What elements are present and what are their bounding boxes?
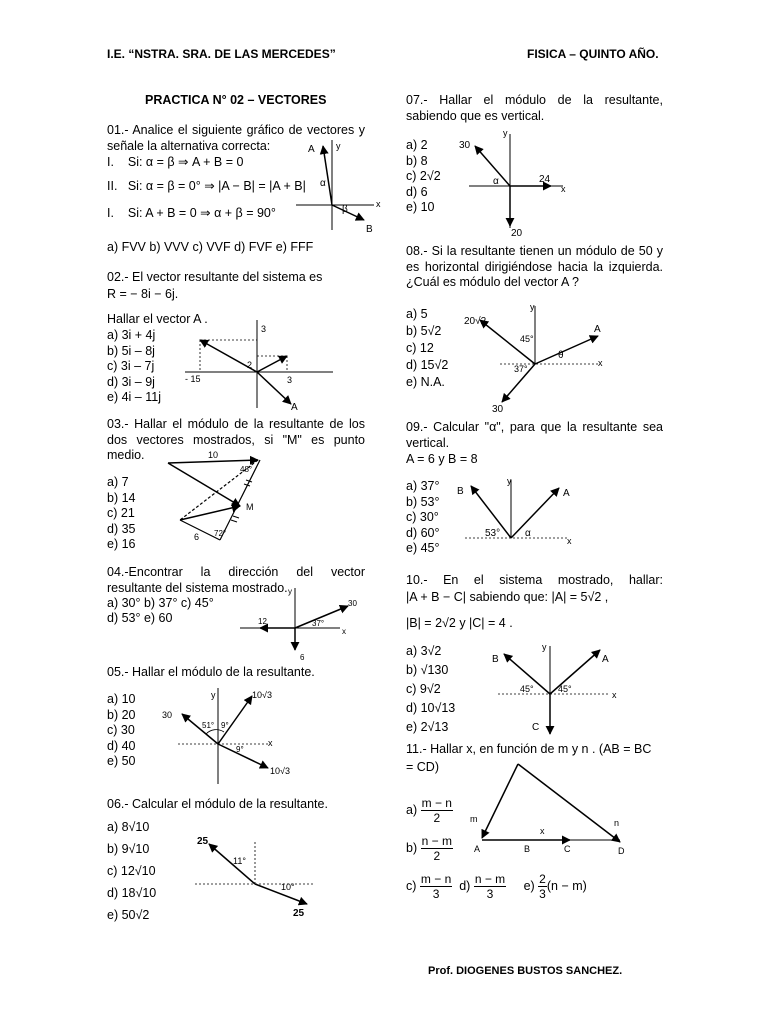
q08-option: e) N.A. (406, 375, 445, 389)
q11-d-den: 3 (486, 887, 494, 901)
q09-angle-53: 53° (485, 528, 501, 539)
q07-thirty-label: 30 (459, 140, 471, 151)
q10-options (406, 642, 455, 737)
q09-alpha-label: α (525, 528, 531, 539)
q02-tick-3: 3 (261, 324, 267, 334)
q03-angle-72: 72° (214, 529, 227, 538)
q11-b-label: b) (406, 840, 418, 855)
q01-statement-i (107, 155, 243, 171)
q11-point-a: A (474, 844, 481, 854)
q02-stem-2: R = − 8i − 6j. (107, 287, 179, 301)
q11-point-d: D (618, 846, 625, 856)
q10-option: a) 3√2 (406, 644, 442, 658)
q09-a-label: A (563, 488, 570, 499)
footer-teacher: Prof. DIOGENES BUSTOS SANCHEZ. (428, 965, 623, 977)
q11-m-label: m (470, 814, 478, 824)
q02-a-label: A (291, 402, 298, 413)
q08-stem: 08.- Si la resultante tienen un módulo de 50 y es horizontal dirigiéndose hacia la izquierda. ¿Cuál es módulo del vector A ? (406, 244, 663, 289)
q10-c-label: C (532, 722, 540, 733)
q05-y-label: y (211, 690, 216, 700)
q05-angle-51: 51° (202, 721, 215, 730)
q09-y-label: y (507, 476, 512, 486)
q05-option: a) 10 (107, 692, 136, 706)
q11-option-a (406, 796, 453, 825)
q05-figure (158, 686, 288, 786)
q10-x-label: x (612, 690, 617, 700)
q05-vec-bottom-label: 10√3 (270, 766, 290, 776)
q08-options (406, 306, 448, 391)
q09-option: b) 53° (406, 494, 440, 509)
q08-vec-label: 20√2 (464, 316, 487, 327)
q11-a-den: 2 (433, 811, 441, 825)
q11-a-num: m − n (421, 796, 452, 810)
q09-option: e) 45° (406, 541, 440, 556)
q09-option: a) 37° (406, 479, 440, 493)
q04-x-label: x (342, 627, 346, 636)
q10-b-label: B (492, 654, 499, 665)
q03-option: b) 14 (107, 490, 136, 505)
q11-e-den: 3 (539, 887, 546, 901)
q03-figure (160, 448, 275, 548)
q11-b-den: 2 (433, 849, 441, 863)
q11-n-label: n (614, 818, 620, 828)
q07-alpha-label: α (493, 176, 499, 187)
q11-point-b: B (524, 844, 531, 854)
q08-angle-45: 45° (520, 334, 534, 344)
q08-theta-label: θ (558, 350, 564, 361)
q01-iii-label: I. (107, 206, 114, 220)
q07-option: d) 6 (406, 184, 428, 199)
q09-b-label: B (457, 486, 464, 497)
q04-figure (240, 588, 370, 663)
q07-v24-label: 24 (539, 174, 551, 185)
q10-option: d) 10√13 (406, 701, 456, 715)
q04-options-1: a) 30° b) 37° c) 45° (107, 596, 214, 610)
q07-option: b) 8 (406, 153, 428, 168)
q08-v30-label: 30 (492, 404, 504, 415)
q01-y-label: y (336, 141, 341, 151)
q05-option: e) 50 (107, 754, 136, 769)
q06-vec2-label: 25 (293, 908, 305, 919)
q03-ten-label: 10 (208, 450, 219, 460)
q02-option: d) 3i – 9j (107, 374, 155, 389)
q11-e-tail: (n − m) (546, 878, 587, 893)
q02-tick-2: 2 (247, 360, 253, 370)
school-name: I.E. “NSTRA. SRA. DE LAS MERCEDES” (107, 47, 336, 61)
page-title: PRACTICA N° 02 – VECTORES (145, 93, 327, 107)
q11-point-c: C (564, 844, 571, 854)
q02-tick-3b: 3 (287, 375, 293, 385)
q08-option: a) 5 (406, 307, 428, 321)
q03-option: e) 16 (107, 537, 136, 552)
q07-option: a) 2 (406, 138, 428, 152)
q11-x-label: x (540, 826, 545, 836)
q02-option: a) 3i + 4j (107, 328, 156, 342)
q10-option: b) √130 (406, 663, 449, 677)
q04-stem: 04.-Encontrar la dirección del vector resultante del sistema mostrado. (107, 565, 365, 595)
q07-v20-label: 20 (511, 228, 523, 239)
q09-option: c) 30° (406, 510, 439, 525)
q07-stem: 07.- Hallar el módulo de la resultante, sabiendo que es vertical. (406, 93, 663, 123)
q05-option: b) 20 (107, 707, 136, 722)
q02-option: b) 5i – 8j (107, 343, 155, 358)
q05-option: d) 40 (107, 738, 136, 753)
q09-x-label: x (567, 536, 572, 546)
course-name: FISICA – QUINTO AÑO. (527, 47, 659, 61)
q09-stem-2: A = 6 y B = 8 (406, 452, 478, 466)
q08-angle-37: 37° (514, 364, 528, 374)
q01-iii-text: Si: A + B = 0 ⇒ α + β = 90° (127, 206, 276, 220)
q10-y-label: y (542, 642, 547, 652)
q02-figure (185, 320, 335, 413)
q11-e-num: 2 (539, 872, 546, 886)
q11-option-cde (406, 872, 587, 901)
q09-figure (455, 476, 580, 551)
q10-figure (488, 640, 623, 740)
q01-figure (296, 140, 381, 235)
q05-thirty-label: 30 (162, 710, 173, 720)
q05-option: c) 30 (107, 723, 135, 738)
q08-a-label: A (594, 324, 601, 335)
q01-ii-label: II. (107, 179, 118, 193)
q04-y-label: y (288, 587, 292, 596)
q02-option: c) 3i – 7j (107, 359, 155, 374)
q10-option: c) 9√2 (406, 682, 441, 696)
q08-option: c) 12 (406, 341, 434, 355)
q01-i-label: I. (107, 155, 114, 169)
q08-x-label: x (598, 358, 603, 368)
q01-i-text: Si: α = β ⇒ A + B = 0 (127, 155, 244, 169)
q02-stem-3: Hallar el vector A . (107, 312, 208, 326)
q06-angle-11: 11° (233, 856, 246, 866)
q06-figure (195, 832, 325, 922)
q07-option: c) 2√2 (406, 169, 441, 184)
q04-six-label: 6 (300, 653, 305, 662)
q04-options-2: d) 53° e) 60 (107, 611, 173, 625)
q06-option: d) 18√10 (107, 886, 157, 900)
q06-option: a) 8√10 (107, 820, 150, 834)
q11-c-label: c) (406, 878, 417, 893)
q01-statement-iii (107, 206, 276, 222)
q06-option: c) 12√10 (107, 864, 156, 878)
q05-options (107, 692, 136, 770)
q03-options (107, 475, 136, 553)
q03-m-label: M (246, 502, 254, 512)
q03-option: d) 35 (107, 521, 136, 536)
q07-figure (455, 128, 575, 238)
q11-d-label: d) (459, 878, 471, 893)
q01-options: a) FVV b) VVV c) VVF d) FVF e) FFF (107, 240, 314, 254)
q10-stem-3: |B| = 2√2 y |C| = 4 . (406, 616, 513, 630)
q04-twelve-label: 12 (258, 617, 267, 626)
q10-angle-45-right: 45° (558, 684, 572, 694)
q01-ii-text: Si: α = β = 0° ⇒ |A − B| = |A + B| (127, 179, 306, 193)
q05-angle-9: 9° (221, 721, 229, 730)
q05-stem: 05.- Hallar el módulo de la resultante. (107, 665, 315, 679)
q11-c-fraction (420, 872, 452, 901)
q11-stem-2: = CD) (406, 760, 439, 774)
q02-stem-1: 02.- El vector resultante del sistema es (107, 270, 323, 284)
q11-a-fraction (421, 796, 453, 825)
q10-option: e) 2√13 (406, 720, 449, 734)
q11-stem-1: 11.- Hallar x, en función de m y n . (AB = BC (406, 742, 652, 756)
q01-statement-ii (107, 179, 306, 195)
q03-option: c) 21 (107, 506, 135, 521)
q04-angle-37: 37° (312, 619, 325, 628)
q03-option: a) 7 (107, 475, 129, 489)
q06-stem: 06.- Calcular el módulo de la resultante. (107, 797, 328, 811)
q09-stem-1: 09.- Calcular "α", para que la resultante sea vertical. (406, 420, 663, 450)
q07-y-label: y (503, 128, 508, 138)
q01-b-label: B (366, 224, 373, 235)
q06-angle-10: 10° (281, 882, 295, 892)
q11-a-label: a) (406, 802, 418, 817)
q11-e-fraction (538, 872, 547, 901)
q07-option: e) 10 (406, 200, 435, 215)
q06-vec1-label: 25 (197, 836, 209, 847)
q11-b-fraction (421, 834, 453, 863)
q11-d-fraction (474, 872, 506, 901)
q11-c-den: 3 (432, 887, 440, 901)
q01-beta-label: β (342, 204, 348, 215)
q09-option: d) 60° (406, 525, 440, 540)
q04-thirty-label: 30 (348, 599, 357, 608)
q11-b-num: n − m (421, 834, 452, 848)
q10-stem-1: 10.- En el sistema mostrado, hallar: (406, 573, 663, 587)
q08-y-label: y (530, 302, 535, 312)
q08-option: b) 5√2 (406, 324, 442, 338)
q11-d-num: n − m (474, 872, 506, 886)
q05-x-label: x (268, 738, 273, 748)
q03-stem: 03.- Hallar el módulo de la resultante de los dos vectores mostrados, si "M" es punto medio. (107, 417, 365, 462)
q10-a-label: A (602, 654, 609, 665)
q11-c-num: m − n (420, 872, 452, 886)
q07-options (406, 138, 441, 216)
q06-options (107, 816, 156, 926)
q08-figure (460, 300, 610, 415)
q01-alpha-label: α (320, 178, 326, 189)
q10-angle-45-left: 45° (520, 684, 534, 694)
q11-option-b (406, 834, 453, 863)
q11-e-label: e) (523, 878, 535, 893)
q02-tick-minus-15: - 15 (185, 374, 201, 384)
q01-stem: 01.- Analice el siguiente gráfico de vectores y señale la alternativa correcta: (107, 123, 365, 153)
q09-options (406, 479, 440, 557)
q01-a-label: A (308, 144, 315, 155)
q11-figure (470, 760, 635, 855)
q06-option: e) 50√2 (107, 908, 150, 922)
q08-option: d) 15√2 (406, 358, 449, 372)
q03-six-label: 6 (194, 532, 200, 542)
q02-option: e) 4i – 11j (107, 390, 161, 405)
q06-option: b) 9√10 (107, 842, 150, 856)
q05-angle-9b: 9° (236, 745, 244, 754)
q05-vec-top-label: 10√3 (252, 690, 272, 700)
q01-x-label: x (376, 199, 381, 209)
q02-options (107, 328, 161, 406)
q10-stem-2: |A + B − C| sabiendo que: |A| = 5√2 , (406, 590, 609, 604)
q03-angle-48: 48° (240, 465, 253, 474)
q07-x-label: x (561, 184, 566, 194)
